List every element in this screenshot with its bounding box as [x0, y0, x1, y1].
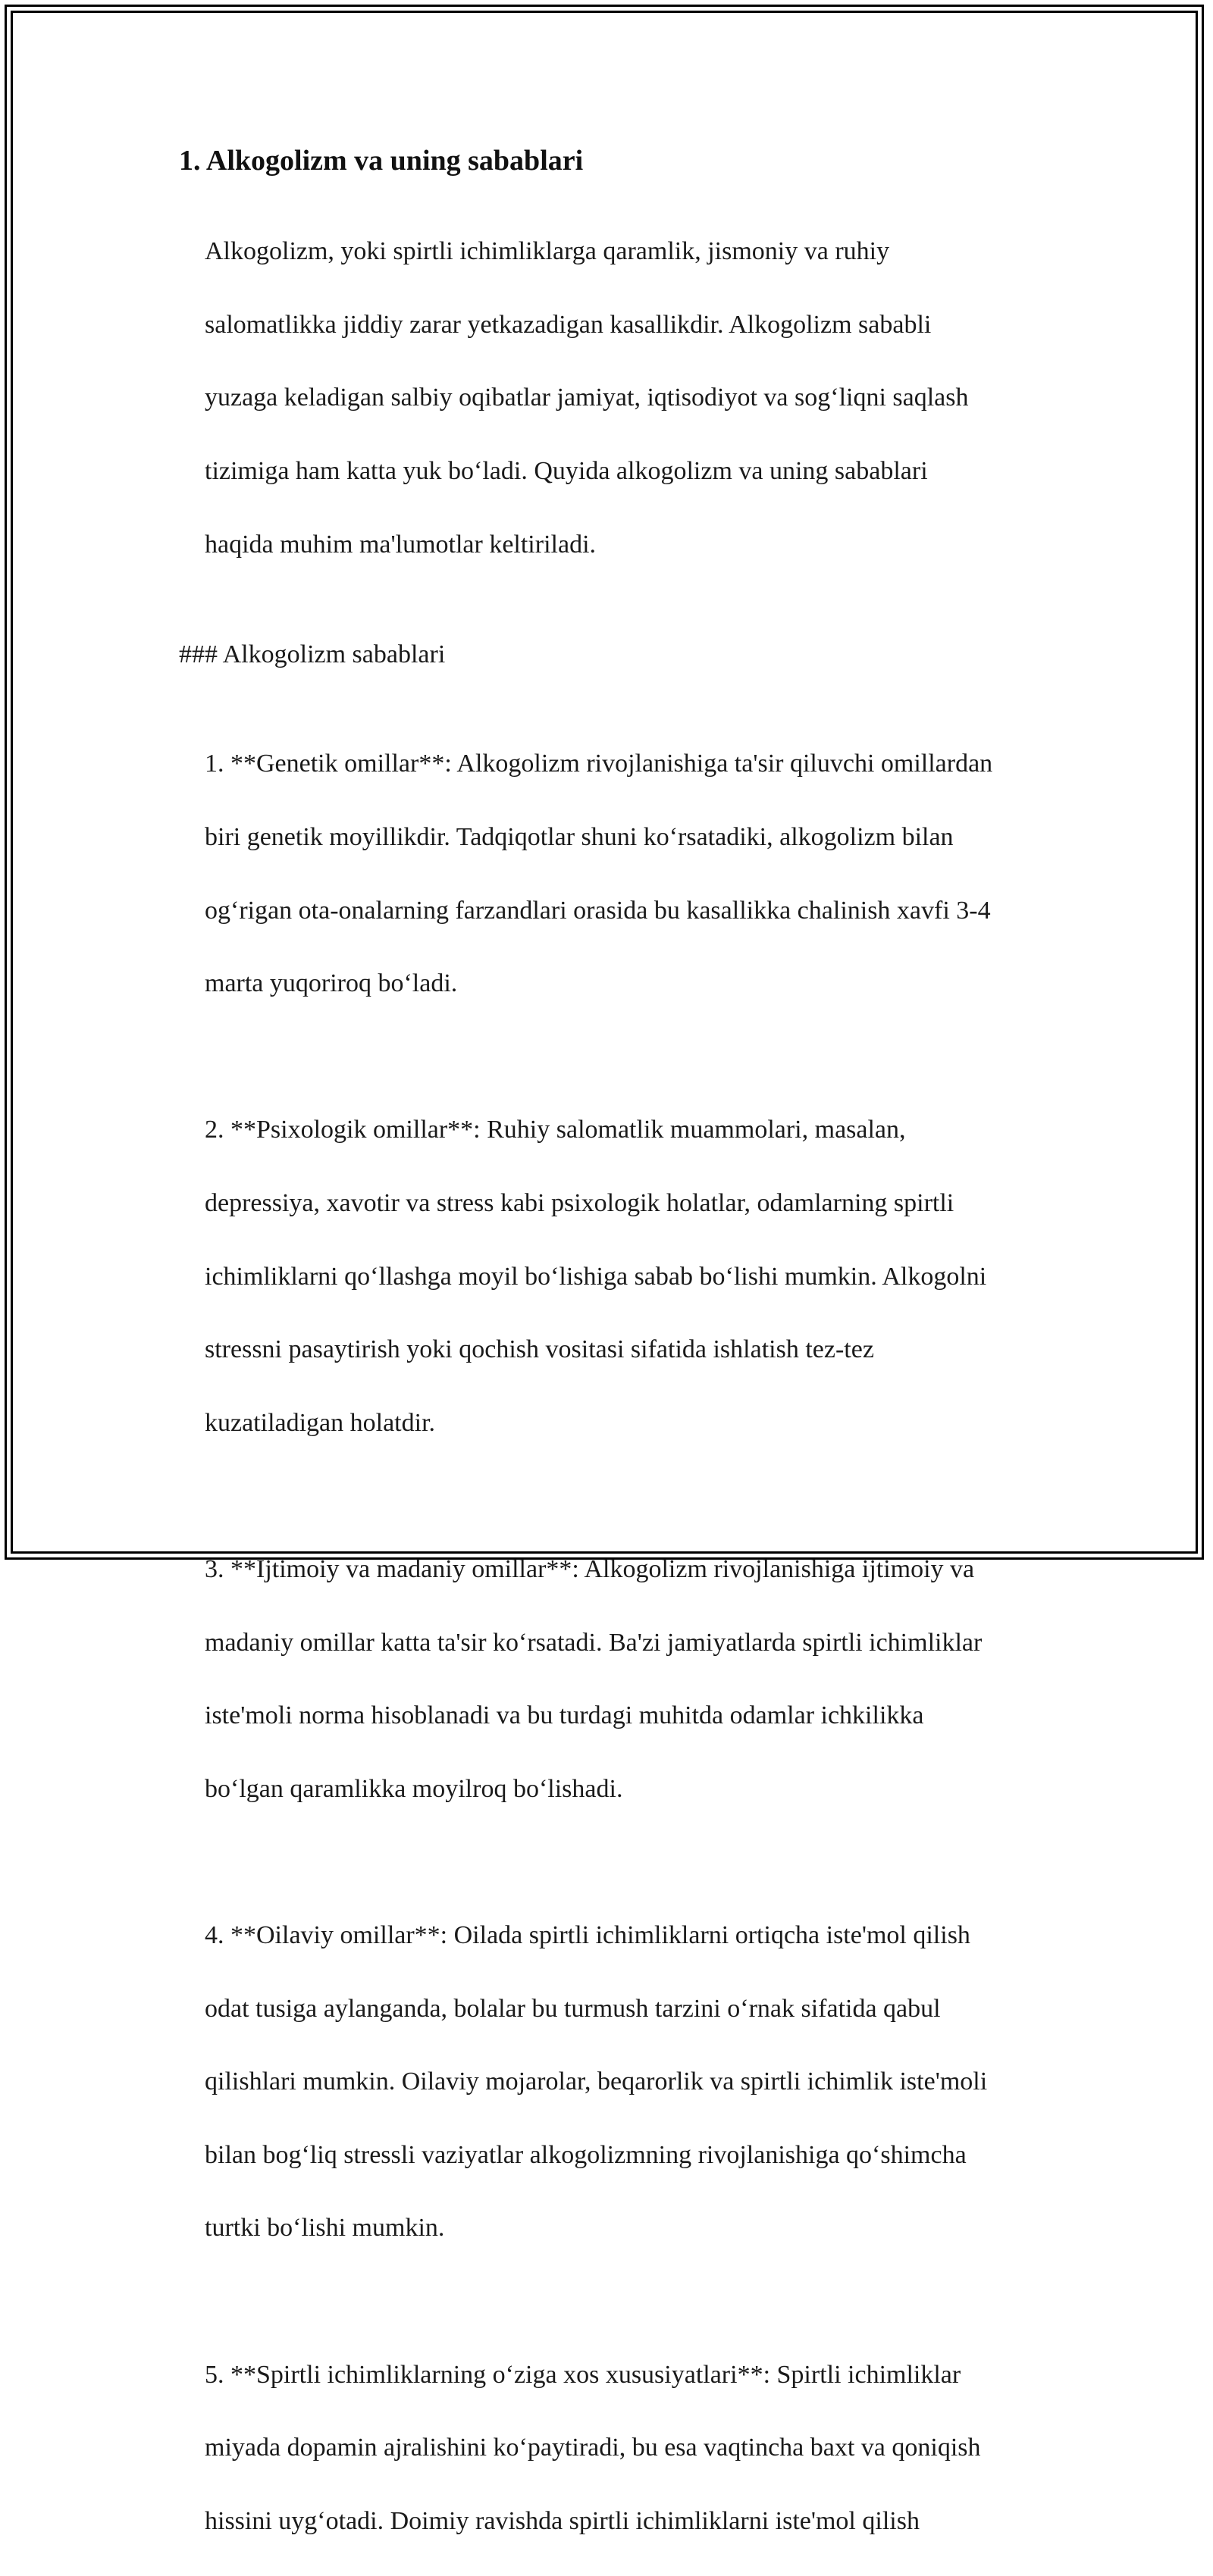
item-line: bo‘lgan qaramlikka moyilroq bo‘lishadi. [205, 1774, 623, 1803]
list-item-family [179, 1881, 1043, 2283]
intro-paragraph [179, 197, 1043, 599]
item-line: 2. **Psixologik omillar**: Ruhiy salomatlik muammolari, masalan, [205, 1116, 906, 1144]
item-line: miyada dopamin ajralishini ko‘paytiradi, bu esa vaqtincha baxt va qoniqish [205, 2434, 981, 2462]
list-item-social-cultural [179, 1515, 1043, 1845]
paragraph-gap [179, 2283, 1043, 2320]
intro-line: yuzaga keladigan salbiy oqibatlar jamiyat, iqtisodiyot va sog‘liqni saqlash [205, 383, 969, 412]
document-title: 1. Alkogolizm va uning sabablari [179, 145, 584, 177]
item-line: madaniy omillar katta ta'sir ko‘rsatadi. Ba'zi jamiyatlarda spirtli ichimliklar [205, 1628, 983, 1657]
paragraph-gap [179, 599, 1043, 636]
item-line: odat tusiga aylanganda, bolalar bu turmush tarzini o‘rnak sifatida qabul [205, 1994, 941, 2023]
item-line: marta yuqoriroq bo‘ladi. [205, 969, 458, 998]
intro-line: salomatlikka jiddiy zarar yetkazadigan kasallikdir. Alkogolizm sababli [205, 310, 932, 339]
paragraph-gap [179, 673, 1043, 709]
list-item-alcohol-properties [179, 2320, 1043, 2576]
paragraph-gap [179, 1844, 1043, 1880]
list-item-genetic [179, 709, 1043, 1039]
intro-line: haqida muhim ma'lumotlar keltiriladi. [205, 530, 597, 559]
item-line: turtki bo‘lishi mumkin. [205, 2214, 445, 2243]
item-line: qilishlari mumkin. Oilaviy mojarolar, beqarorlik va spirtli ichimlik iste'moli [205, 2067, 988, 2096]
item-line: bilan bog‘liq stressli vaziyatlar alkogolizmning rivojlanishiga qo‘shimcha [205, 2140, 967, 2169]
item-line: ichimliklarni qo‘llashga moyil bo‘lishiga sabab bo‘lishi mumkin. Alkogolni [205, 1262, 987, 1291]
section-subheading: ### Alkogolizm sabablari [179, 640, 446, 668]
list-item-psychological [179, 1075, 1043, 1478]
paragraph-gap [179, 1478, 1043, 1514]
item-line: stressni pasaytirish yoki qochish vositasi sifatida ishlatish tez-tez [205, 1335, 874, 1364]
item-line: 1. **Genetik omillar**: Alkogolizm rivojlanishiga ta'sir qiluvchi omillardan [205, 750, 993, 778]
intro-line: Alkogolizm, yoki spirtli ichimliklarga qaramlik, jismoniy va ruhiy [205, 237, 890, 266]
item-line: 3. **Ijtimoiy va madaniy omillar**: Alkogolizm rivojlanishiga ijtimoiy va [205, 1554, 975, 1583]
document-page [179, 142, 1043, 2576]
item-line: hissini uyg‘otadi. Doimiy ravishda spirtli ichimliklarni iste'mol qilish [205, 2506, 920, 2535]
item-line: 5. **Spirtli ichimliklarning o‘ziga xos xususiyatlari**: Spirtli ichimliklar [205, 2360, 961, 2389]
item-line: depressiya, xavotir va stress kabi psixologik holatlar, odamlarning spirtli [205, 1189, 954, 1218]
intro-line: tizimiga ham katta yuk bo‘ladi. Quyida alkogolizm va uning sabablari [205, 457, 928, 486]
paragraph-gap [179, 1039, 1043, 1075]
item-line: og‘rigan ota-onalarning farzandlari orasida bu kasallikka chalinish xavfi 3-4 [205, 896, 991, 925]
item-line: iste'moli norma hisoblanadi va bu turdagi muhitda odamlar ichkilikka [205, 1701, 924, 1730]
item-line: kuzatiladigan holatdir. [205, 1408, 436, 1437]
item-line: 4. **Oilaviy omillar**: Oilada spirtli ichimliklarni ortiqcha iste'mol qilish [205, 1920, 970, 1949]
item-line: biri genetik moyillikdir. Tadqiqotlar shuni ko‘rsatadiki, alkogolizm bilan [205, 823, 954, 852]
